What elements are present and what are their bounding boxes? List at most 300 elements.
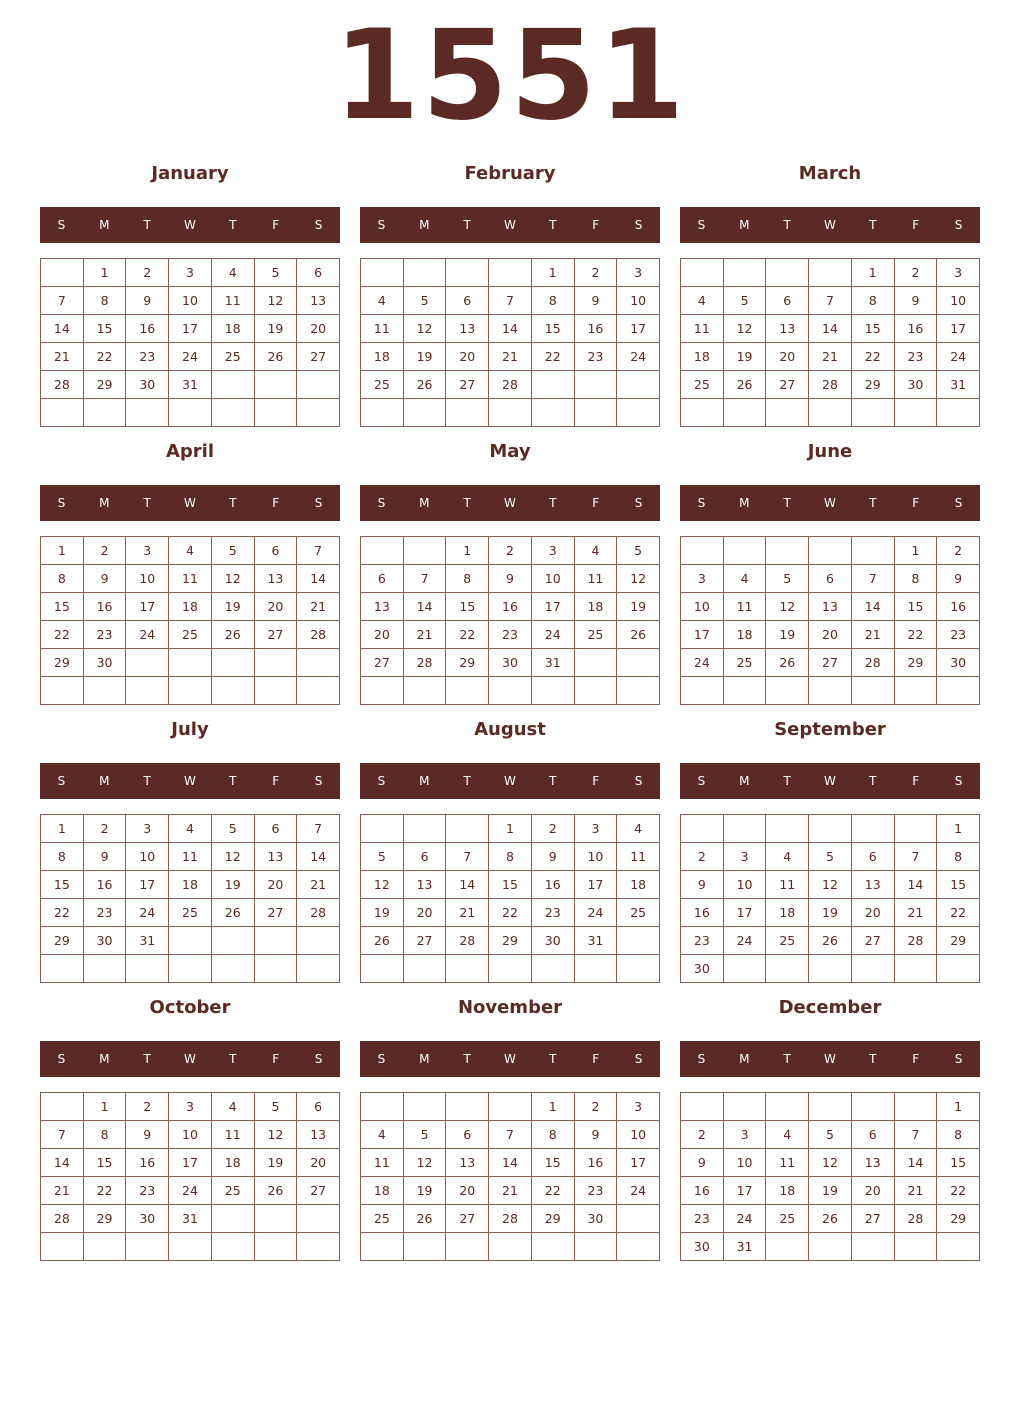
day-cell: 12 (404, 1149, 447, 1177)
day-cell: 3 (126, 537, 169, 565)
day-cell: 18 (361, 1177, 404, 1205)
day-cell: 26 (724, 371, 767, 399)
day-cell: 7 (446, 843, 489, 871)
empty-cell (446, 955, 489, 983)
month-name: November (457, 997, 563, 1018)
weekday-label: S (954, 496, 963, 510)
day-cell: 16 (681, 899, 724, 927)
empty-cell (766, 1233, 809, 1261)
day-cell: 21 (41, 343, 84, 371)
empty-cell (617, 1205, 660, 1233)
empty-cell (41, 259, 84, 287)
month-name: December (778, 997, 882, 1018)
month-name: July (171, 719, 209, 740)
day-cell: 25 (212, 343, 255, 371)
day-cell: 19 (404, 1177, 447, 1205)
day-cell: 26 (766, 649, 809, 677)
empty-cell (84, 1233, 127, 1261)
day-cell: 21 (895, 899, 938, 927)
day-cell: 26 (212, 899, 255, 927)
empty-cell (361, 399, 404, 427)
day-cell: 4 (212, 1093, 255, 1121)
day-cell: 15 (41, 871, 84, 899)
day-cell: 29 (937, 927, 980, 955)
day-cell: 3 (126, 815, 169, 843)
empty-cell (766, 677, 809, 705)
day-cell: 11 (212, 287, 255, 315)
empty-cell (809, 815, 852, 843)
day-grid (680, 814, 980, 983)
day-cell: 24 (617, 343, 660, 371)
weekday-label: T (229, 218, 237, 232)
empty-cell (724, 259, 767, 287)
weekday-label: T (549, 774, 557, 788)
weekday-label: T (143, 218, 151, 232)
day-cell: 20 (255, 593, 298, 621)
day-cell: 19 (212, 871, 255, 899)
empty-cell (126, 649, 169, 677)
empty-cell (937, 677, 980, 705)
day-cell: 11 (724, 593, 767, 621)
weekday-label: T (143, 496, 151, 510)
day-cell: 20 (297, 1149, 340, 1177)
day-cell: 25 (766, 927, 809, 955)
day-cell: 2 (126, 1093, 169, 1121)
day-cell: 28 (297, 899, 340, 927)
day-cell: 24 (724, 1205, 767, 1233)
weekday-label: S (634, 774, 643, 788)
day-cell: 19 (255, 1149, 298, 1177)
empty-cell (255, 371, 298, 399)
empty-cell (532, 677, 575, 705)
day-cell: 5 (766, 565, 809, 593)
day-cell: 4 (212, 259, 255, 287)
day-cell: 14 (895, 871, 938, 899)
day-cell: 6 (446, 1121, 489, 1149)
day-cell: 27 (766, 371, 809, 399)
day-cell: 7 (41, 287, 84, 315)
weekday-label: W (504, 774, 516, 788)
day-cell: 27 (809, 649, 852, 677)
empty-cell (41, 677, 84, 705)
empty-cell (809, 1233, 852, 1261)
day-cell: 14 (297, 565, 340, 593)
day-cell: 1 (489, 815, 532, 843)
day-cell: 30 (681, 955, 724, 983)
day-cell: 12 (617, 565, 660, 593)
day-cell: 13 (255, 843, 298, 871)
empty-cell (169, 649, 212, 677)
weekday-label: T (229, 496, 237, 510)
weekday-label: S (697, 774, 706, 788)
empty-cell (766, 1093, 809, 1121)
day-cell: 8 (852, 287, 895, 315)
empty-cell (361, 1233, 404, 1261)
day-cell: 17 (681, 621, 724, 649)
weekday-label: S (697, 1052, 706, 1066)
month-september (680, 716, 980, 982)
day-cell: 22 (895, 621, 938, 649)
empty-cell (404, 955, 447, 983)
weekday-label: S (634, 218, 643, 232)
day-cell: 10 (724, 871, 767, 899)
day-cell: 21 (489, 343, 532, 371)
weekday-label: W (184, 496, 196, 510)
weekday-label: F (912, 774, 920, 788)
day-cell: 5 (212, 815, 255, 843)
day-cell: 2 (681, 843, 724, 871)
empty-cell (404, 537, 447, 565)
empty-cell (361, 537, 404, 565)
weekday-label: S (314, 496, 323, 510)
empty-cell (575, 1233, 618, 1261)
day-cell: 2 (575, 259, 618, 287)
empty-cell (404, 677, 447, 705)
day-cell: 28 (489, 1205, 532, 1233)
empty-cell (84, 399, 127, 427)
day-cell: 24 (169, 1177, 212, 1205)
empty-cell (126, 399, 169, 427)
empty-cell (126, 1233, 169, 1261)
weekday-label: T (463, 496, 471, 510)
weekday-label: W (824, 496, 836, 510)
month-february (360, 160, 660, 426)
day-cell: 22 (84, 1177, 127, 1205)
empty-cell (575, 399, 618, 427)
day-cell: 23 (84, 621, 127, 649)
weekday-label: W (184, 774, 196, 788)
day-cell: 21 (297, 871, 340, 899)
day-cell: 10 (617, 287, 660, 315)
day-cell: 24 (617, 1177, 660, 1205)
empty-cell (404, 399, 447, 427)
day-cell: 14 (489, 1149, 532, 1177)
day-cell: 20 (446, 1177, 489, 1205)
months-grid (40, 160, 980, 1260)
day-cell: 19 (617, 593, 660, 621)
day-cell: 16 (532, 871, 575, 899)
day-cell: 17 (724, 899, 767, 927)
weekday-label: S (954, 218, 963, 232)
day-cell: 17 (724, 1177, 767, 1205)
month-july (40, 716, 340, 982)
day-cell: 18 (681, 343, 724, 371)
day-cell: 10 (724, 1149, 767, 1177)
day-cell: 19 (404, 343, 447, 371)
empty-cell (255, 677, 298, 705)
day-cell: 25 (681, 371, 724, 399)
day-cell: 15 (489, 871, 532, 899)
day-cell: 2 (84, 815, 127, 843)
day-grid (680, 1092, 980, 1261)
empty-cell (532, 1233, 575, 1261)
day-cell: 23 (937, 621, 980, 649)
day-cell: 2 (532, 815, 575, 843)
day-cell: 30 (489, 649, 532, 677)
day-cell: 13 (297, 1121, 340, 1149)
weekday-label: F (592, 496, 600, 510)
day-cell: 27 (446, 1205, 489, 1233)
empty-cell (169, 1233, 212, 1261)
weekday-header (360, 763, 660, 799)
day-cell: 10 (532, 565, 575, 593)
day-cell: 8 (84, 1121, 127, 1149)
empty-cell (895, 677, 938, 705)
day-cell: 13 (361, 593, 404, 621)
day-cell: 13 (255, 565, 298, 593)
day-cell: 12 (724, 315, 767, 343)
day-cell: 25 (724, 649, 767, 677)
day-cell: 16 (126, 315, 169, 343)
weekday-label: M (739, 218, 750, 232)
empty-cell (617, 1233, 660, 1261)
day-cell: 9 (532, 843, 575, 871)
day-cell: 19 (809, 1177, 852, 1205)
day-cell: 7 (895, 1121, 938, 1149)
day-cell: 15 (84, 1149, 127, 1177)
day-cell: 16 (126, 1149, 169, 1177)
day-cell: 13 (404, 871, 447, 899)
empty-cell (169, 927, 212, 955)
day-cell: 19 (212, 593, 255, 621)
day-cell: 20 (766, 343, 809, 371)
day-cell: 2 (937, 537, 980, 565)
empty-cell (255, 399, 298, 427)
day-cell: 1 (41, 815, 84, 843)
empty-cell (255, 927, 298, 955)
day-cell: 17 (169, 1149, 212, 1177)
empty-cell (852, 677, 895, 705)
empty-cell (617, 955, 660, 983)
year-title: 1551 (333, 4, 687, 148)
empty-cell (212, 1205, 255, 1233)
day-cell: 29 (852, 371, 895, 399)
empty-cell (41, 399, 84, 427)
empty-cell (489, 955, 532, 983)
empty-cell (489, 677, 532, 705)
day-cell: 11 (766, 1149, 809, 1177)
empty-cell (489, 1233, 532, 1261)
day-cell: 1 (532, 1093, 575, 1121)
day-cell: 16 (489, 593, 532, 621)
day-cell: 24 (169, 343, 212, 371)
weekday-label: F (912, 496, 920, 510)
month-name: February (464, 163, 556, 184)
day-cell: 11 (766, 871, 809, 899)
day-cell: 30 (895, 371, 938, 399)
day-cell: 3 (617, 259, 660, 287)
day-cell: 24 (532, 621, 575, 649)
day-cell: 15 (446, 593, 489, 621)
day-cell: 11 (617, 843, 660, 871)
day-cell: 20 (255, 871, 298, 899)
day-cell: 3 (681, 565, 724, 593)
day-cell: 26 (255, 343, 298, 371)
day-cell: 28 (489, 371, 532, 399)
empty-cell (446, 1233, 489, 1261)
weekday-label: F (592, 218, 600, 232)
day-cell: 13 (809, 593, 852, 621)
day-cell: 8 (446, 565, 489, 593)
weekday-label: S (57, 218, 66, 232)
day-cell: 31 (126, 927, 169, 955)
day-cell: 1 (41, 537, 84, 565)
empty-cell (895, 1233, 938, 1261)
day-cell: 23 (126, 1177, 169, 1205)
day-cell: 16 (681, 1177, 724, 1205)
empty-cell (852, 1093, 895, 1121)
weekday-label: F (912, 1052, 920, 1066)
empty-cell (41, 955, 84, 983)
day-cell: 9 (84, 565, 127, 593)
day-cell: 4 (766, 1121, 809, 1149)
weekday-label: W (824, 218, 836, 232)
empty-cell (297, 927, 340, 955)
day-cell: 7 (297, 537, 340, 565)
day-cell: 30 (937, 649, 980, 677)
empty-cell (489, 399, 532, 427)
day-cell: 22 (852, 343, 895, 371)
day-cell: 24 (724, 927, 767, 955)
weekday-label: M (99, 496, 110, 510)
weekday-label: W (504, 218, 516, 232)
day-cell: 19 (361, 899, 404, 927)
day-cell: 4 (169, 815, 212, 843)
day-cell: 12 (255, 1121, 298, 1149)
weekday-label: S (377, 1052, 386, 1066)
empty-cell (489, 259, 532, 287)
empty-cell (255, 649, 298, 677)
month-june (680, 438, 980, 704)
day-grid (360, 1092, 660, 1261)
day-cell: 26 (809, 1205, 852, 1233)
day-cell: 25 (361, 371, 404, 399)
day-cell: 4 (724, 565, 767, 593)
empty-cell (361, 677, 404, 705)
empty-cell (809, 677, 852, 705)
empty-cell (41, 1233, 84, 1261)
day-cell: 26 (404, 1205, 447, 1233)
day-cell: 10 (169, 287, 212, 315)
day-cell: 4 (169, 537, 212, 565)
empty-cell (404, 1233, 447, 1261)
day-cell: 1 (532, 259, 575, 287)
weekday-label: M (419, 774, 430, 788)
day-cell: 14 (809, 315, 852, 343)
empty-cell (126, 955, 169, 983)
weekday-header (40, 763, 340, 799)
weekday-label: M (739, 774, 750, 788)
day-cell: 27 (255, 899, 298, 927)
day-cell: 28 (41, 1205, 84, 1233)
day-cell: 1 (446, 537, 489, 565)
day-cell: 18 (212, 315, 255, 343)
month-name: March (798, 163, 862, 184)
day-cell: 18 (766, 899, 809, 927)
empty-cell (404, 259, 447, 287)
empty-cell (937, 399, 980, 427)
empty-cell (446, 815, 489, 843)
day-cell: 3 (724, 843, 767, 871)
weekday-label: W (824, 1052, 836, 1066)
weekday-label: S (697, 218, 706, 232)
day-cell: 21 (895, 1177, 938, 1205)
weekday-header (680, 207, 980, 243)
day-cell: 3 (532, 537, 575, 565)
day-cell: 29 (532, 1205, 575, 1233)
weekday-label: T (783, 496, 791, 510)
day-cell: 6 (255, 537, 298, 565)
weekday-label: S (314, 218, 323, 232)
weekday-label: F (592, 1052, 600, 1066)
day-cell: 28 (404, 649, 447, 677)
day-cell: 16 (575, 1149, 618, 1177)
weekday-label: W (824, 774, 836, 788)
weekday-header (40, 207, 340, 243)
day-cell: 25 (617, 899, 660, 927)
day-grid (360, 536, 660, 705)
day-cell: 31 (724, 1233, 767, 1261)
weekday-header (360, 207, 660, 243)
empty-cell (212, 955, 255, 983)
day-cell: 26 (404, 371, 447, 399)
day-cell: 29 (937, 1205, 980, 1233)
day-cell: 15 (532, 1149, 575, 1177)
day-cell: 7 (404, 565, 447, 593)
day-cell: 17 (126, 593, 169, 621)
day-cell: 29 (446, 649, 489, 677)
day-cell: 11 (169, 843, 212, 871)
day-cell: 28 (297, 621, 340, 649)
day-cell: 21 (404, 621, 447, 649)
day-cell: 11 (212, 1121, 255, 1149)
empty-cell (446, 677, 489, 705)
day-cell: 23 (126, 343, 169, 371)
day-cell: 8 (937, 843, 980, 871)
day-cell: 31 (169, 1205, 212, 1233)
day-cell: 11 (361, 1149, 404, 1177)
day-cell: 2 (489, 537, 532, 565)
empty-cell (361, 1093, 404, 1121)
empty-cell (766, 955, 809, 983)
day-cell: 9 (575, 1121, 618, 1149)
day-cell: 26 (255, 1177, 298, 1205)
empty-cell (361, 815, 404, 843)
day-cell: 21 (41, 1177, 84, 1205)
day-cell: 25 (575, 621, 618, 649)
day-cell: 17 (617, 315, 660, 343)
day-cell: 29 (489, 927, 532, 955)
day-cell: 10 (617, 1121, 660, 1149)
day-cell: 18 (169, 593, 212, 621)
day-cell: 2 (84, 537, 127, 565)
empty-cell (489, 1093, 532, 1121)
day-cell: 6 (766, 287, 809, 315)
empty-cell (681, 677, 724, 705)
empty-cell (809, 399, 852, 427)
empty-cell (617, 371, 660, 399)
day-cell: 16 (895, 315, 938, 343)
empty-cell (681, 259, 724, 287)
empty-cell (766, 815, 809, 843)
day-cell: 20 (852, 1177, 895, 1205)
day-cell: 19 (724, 343, 767, 371)
day-cell: 22 (84, 343, 127, 371)
day-cell: 13 (852, 871, 895, 899)
weekday-label: T (549, 1052, 557, 1066)
empty-cell (724, 677, 767, 705)
day-cell: 6 (809, 565, 852, 593)
